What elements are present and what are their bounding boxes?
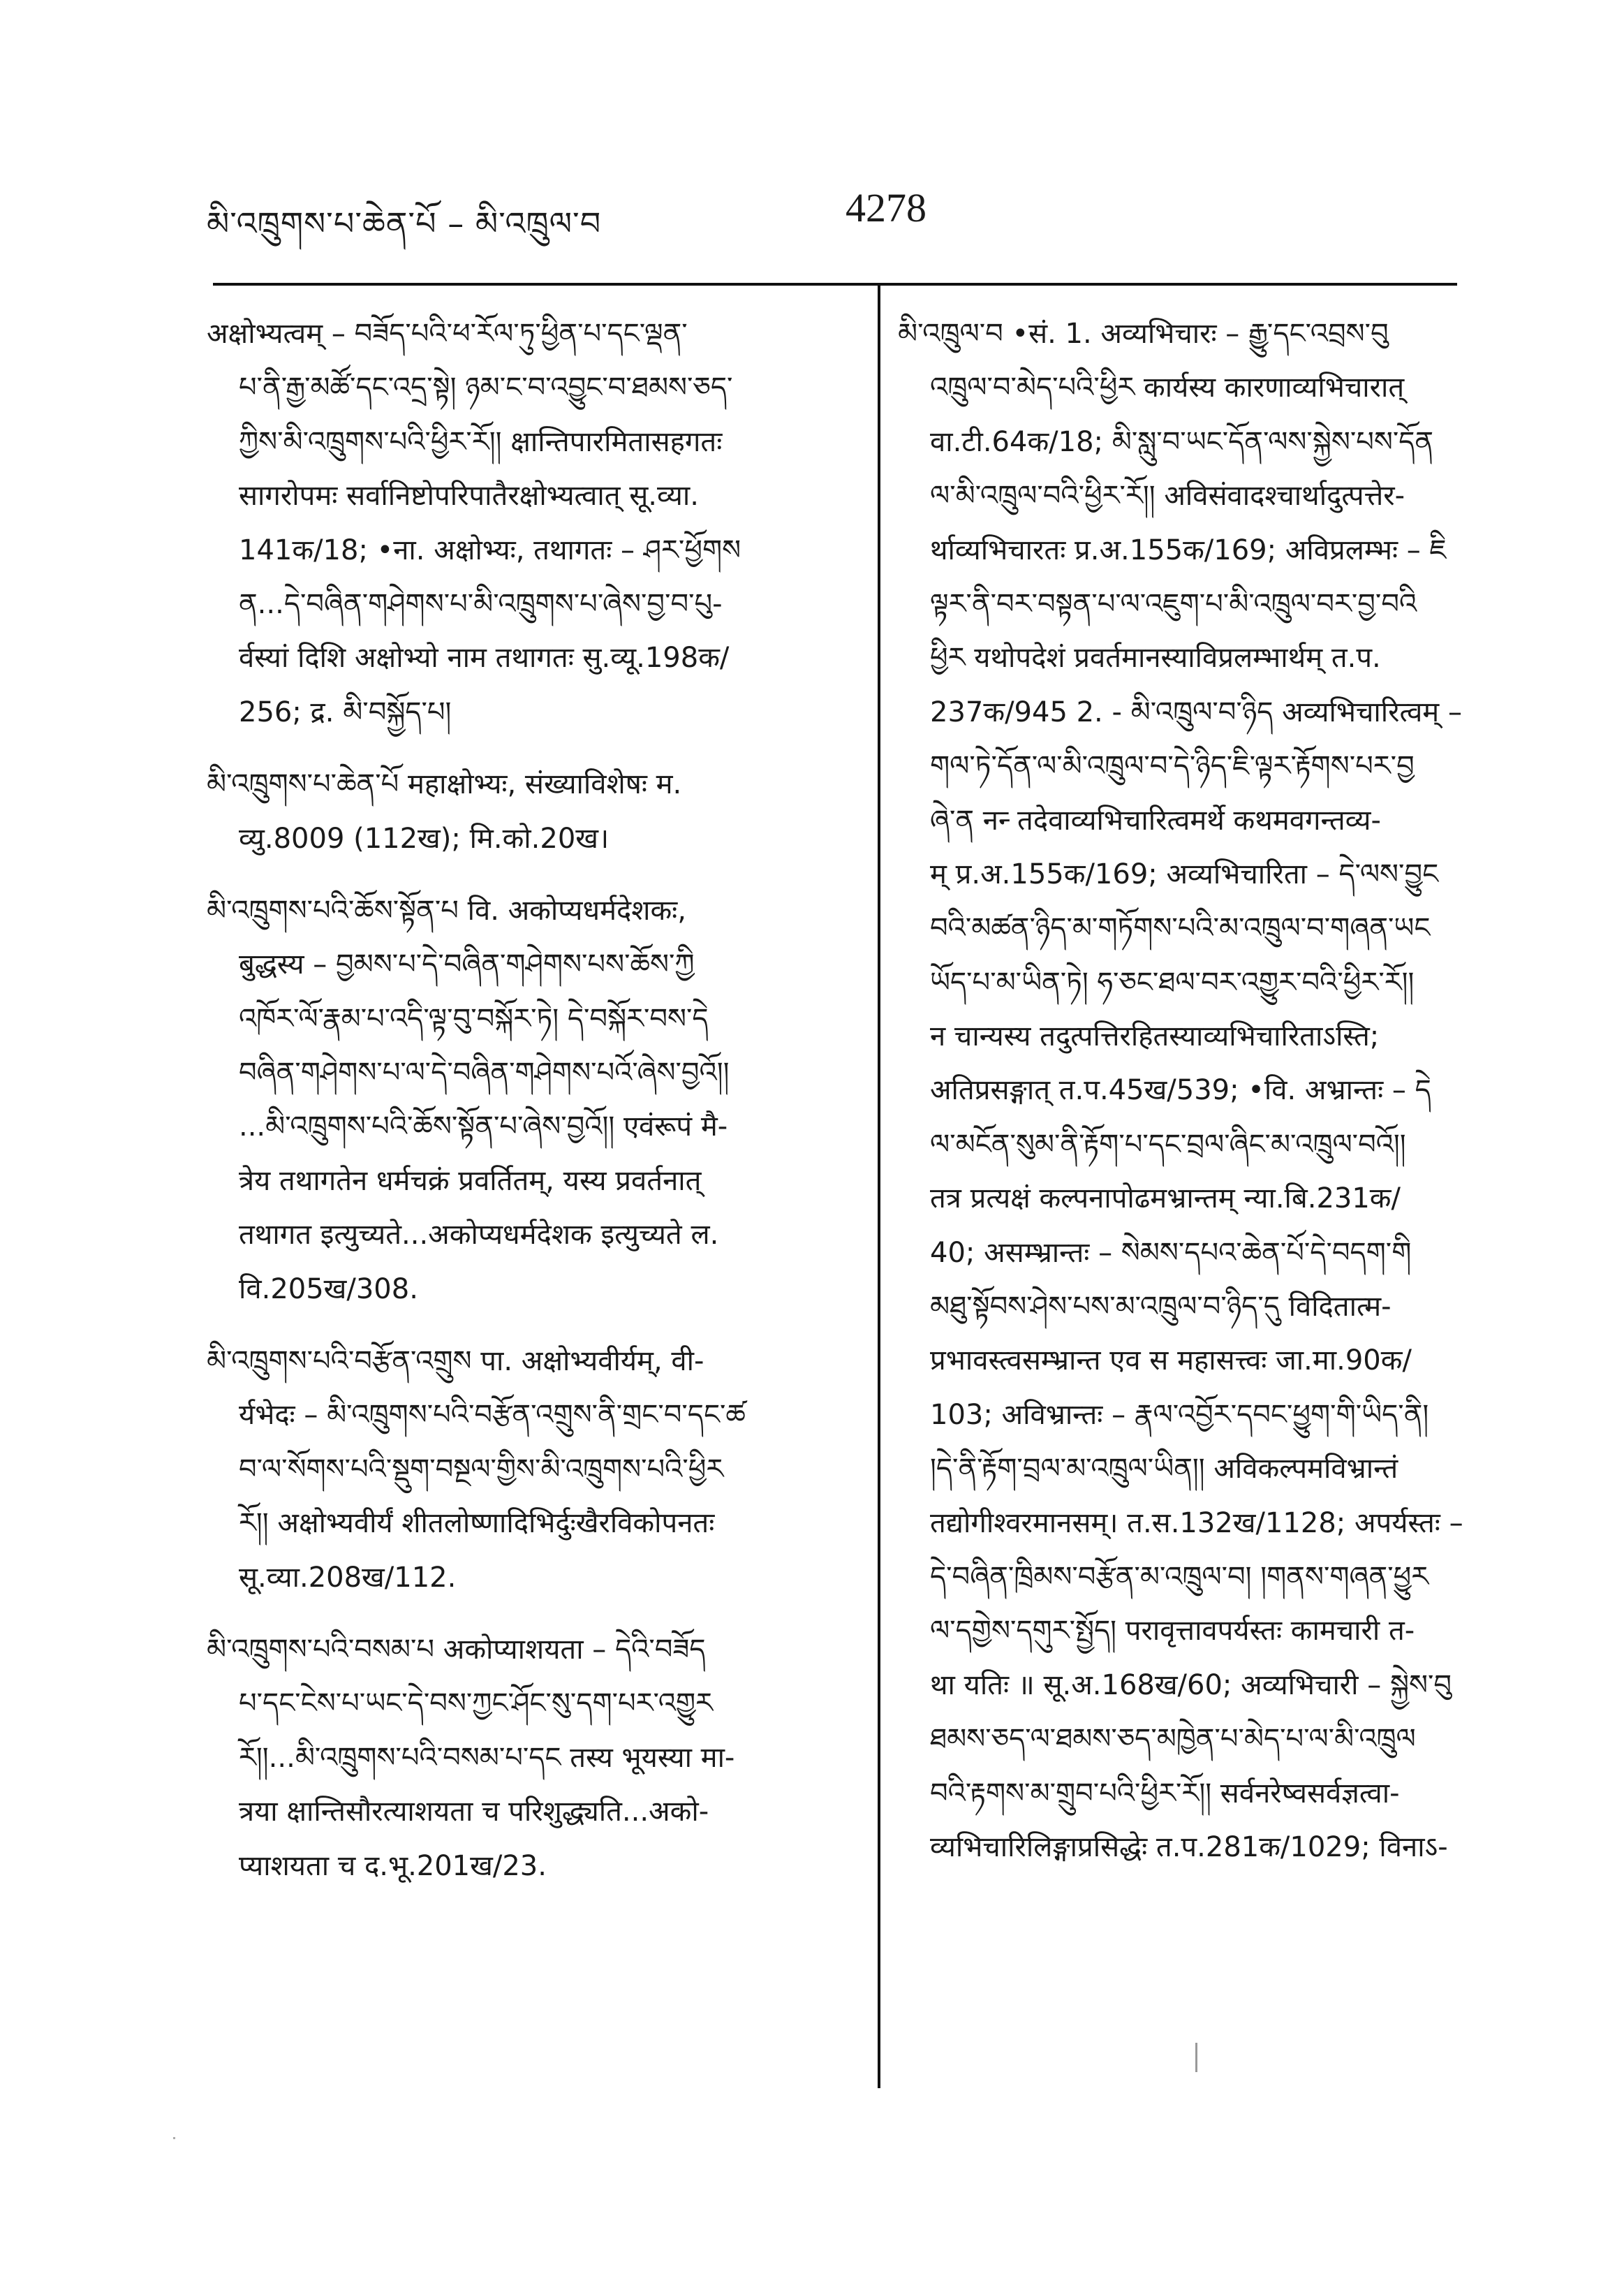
entry-line: त्रया क्षान्तिसौरत्याशयता च परिशुद्ध्यति...अको- [239, 1796, 709, 1828]
entry-line: प्याशयता च द.भू.201ख/23. [239, 1849, 547, 1882]
header-rule [213, 283, 1457, 286]
entry-line: ...མི་འཁྲུགས་པའི་ཆོས་སྟོན་པ་ཞེས་བྱའོ།། एवंरूपं मै- [239, 1110, 728, 1143]
entry-line: र्थाव्यभिचारतः प्र.अ.155क/169; अविप्रलम्भः – ཇི [930, 534, 1447, 566]
entry-line: र्यभेदः – མི་འཁྲུགས་པའི་བརྩོན་འགྲུས་ནི་གྲང་བ་དང་ཚ [239, 1399, 746, 1432]
entry-line: བའི་མཚན་ཉིད་མ་གཏོགས་པའི་མ་འཁྲུལ་བ་གཞན་ཡང [930, 912, 1431, 945]
entry-headword-line: མི་འཁྲུགས་པའི་བསམ་པ अकोप्याशयता – དེའི་བཟོད [207, 1633, 706, 1666]
entry-line: འཁོར་ལོ་རྣམ་པ་འདི་ལྟ་བུ་བསྐོར་ཏེ། དེ་བསྐོར་བས་དེ [239, 1002, 709, 1035]
entry-line: ལ་མི་འཁྲུལ་བའི་ཕྱིར་རོ།། अविसंवादश्चार्थादुत्पत्तेर- [930, 480, 1405, 513]
entry-line: ཕྱིར यथोपदेशं प्रवर्तमानस्याविप्रलम्भार्थम् त.प. [930, 642, 1381, 675]
dictionary-entry [207, 758, 856, 866]
entry-line: 141क/18; •ना. अक्षोभ्यः, तथागतः – ཤར་ཕྱོགས [239, 534, 741, 566]
entry-line: ལ་མངོན་སུམ་ནི་རྟོག་པ་དང་བྲལ་ཞིང་མ་འཁྲུལ་བའོ།། [930, 1128, 1406, 1161]
page-header [207, 185, 1533, 244]
entry-line: अक्षोभ्यत्वम् – བཟོད་པའི་ཕ་རོལ་ཏུ་ཕྱིན་པ་དང་ལྡན་ [207, 318, 688, 350]
dictionary-entry [207, 884, 856, 1316]
entry-line: प्रभावस्त्वसम्भ्रान्त एव स महासत्त्वः जा.मा.90क/ [930, 1344, 1412, 1377]
entry-line: सागरोपमः सर्वानिष्टोपरिपातैरक्षोभ्यत्वात् सू.व्या. [239, 480, 699, 513]
entry-headword-line: མི་འཁྲུལ་བ •सं. 1. अव्यभिचारः – རྒྱུ་དང་འབྲས་བུ [898, 318, 1389, 350]
entry-line: གལ་ཏེ་དོན་ལ་མི་འཁྲུལ་བ་དེ་ཉིད་ཇི་ལྟར་རྟོགས་པར་བྱ [930, 750, 1415, 783]
entry-line: 237क/945 2. - མི་འཁྲུལ་བ་ཉིད अव्यभिचारित्वम् – [930, 696, 1462, 728]
scan-dot [173, 2137, 175, 2139]
dictionary-entry [207, 307, 856, 740]
entry-line: म् प्र.अ.155क/169; अव्यभिचारिता – དེ་ལས་བྱུང [930, 858, 1439, 890]
entry-line: བཞིན་གཤེགས་པ་ལ་དེ་བཞིན་གཤེགས་པའོ་ཞེས་བྱའོ།། [239, 1057, 730, 1089]
entry-line: ཐམས་ཅད་ལ་ཐམས་ཅད་མཁྱེན་པ་མེད་པ་ལ་མི་འཁྲུལ [930, 1723, 1416, 1756]
entry-line: सू.व्या.208ख/112. [239, 1561, 457, 1594]
entry-line: ཡོད་པ་མ་ཡིན་ཏེ། ཧ་ཅང་ཐལ་བར་འགྱུར་བའི་ཕྱིར་རོ།། [930, 966, 1415, 999]
entry-line: 103; अविभ्रान्तः – རྣལ་འབྱོར་དབང་ཕྱུག་གི་ཡིད་ནི། [930, 1398, 1429, 1431]
entry-line: अतिप्रसङ्गात् त.प.45ख/539; •वि. अभ्रान्तः – དེ [930, 1074, 1431, 1107]
entry-line: तत्र प्रत्यक्षं कल्पनापोढमभ्रान्तम् न्या.बि.231क/ [930, 1182, 1401, 1215]
entry-line: तद्योगीश्वरमानसम्। त.स.132ख/1128; अपर्यस्तः – [930, 1506, 1463, 1539]
entry-line: 40; असम्भ्रान्तः – སེམས་དཔའ་ཆེན་པོ་དེ་བདག་གི [930, 1236, 1412, 1269]
entry-line: त्रेय तथागतेन धर्मचक्रं प्रवर्तितम्, यस्य प्रवर्तनात् [239, 1164, 702, 1197]
entry-line: པ་དང་ངེས་པ་ཡང་དེ་བས་ཀྱང་ཤོང་སུ་དག་པར་འགྱུར [239, 1687, 714, 1720]
entry-line: र्वस्यां दिशि अक्षोभ्यो नाम तथागतः सु.व्यू.198क/ [239, 642, 730, 675]
entry-line: 256; द्र. མི་བསྐྱོད་པ། [239, 696, 452, 728]
entry-line: འཁྲུལ་བ་མེད་པའི་ཕྱིར कार्यस्य कारणाव्यभिचारात् [930, 372, 1405, 404]
running-head: མི་འཁྲུགས་པ་ཆེན་པོ – མི་འཁྲུལ་བ [207, 205, 602, 242]
entry-line: ལྟར་ནི་བར་བསྟན་པ་ལ་འཇུག་པ་མི་འཁྲུལ་བར་བྱ་བའི [930, 587, 1417, 620]
page-number: 4278 [846, 185, 927, 230]
entry-line: རོ།།...མི་འཁྲུགས་པའི་བསམ་པ་དང तस्य भूयस्या मा- [239, 1741, 735, 1774]
entry-line: वि.205ख/308. [239, 1272, 418, 1305]
dictionary-entry [207, 1335, 856, 1605]
entry-line: ཞེ་ན नन्‍ तदेवाव्यभिचारित्वमर्थे कथमवगन्तव्य- [930, 804, 1381, 837]
entry-line: ལ་དགྱེས་དགུར་སྤྱོད། परावृत्तावपर्यस्तः कामचारी त- [930, 1615, 1415, 1647]
left-column [207, 307, 856, 1911]
entry-line: དེ་བཞིན་ཁྲིམས་བརྩོན་མ་འཁྲུལ་བ། །གནས་གཞན་ཕྱུར [930, 1560, 1429, 1593]
column-divider [878, 283, 880, 2088]
entry-line: ཀྱིས་མི་འཁྲུགས་པའི་ཕྱིར་རོ།། क्षान्तिपारमितासहगतः [239, 425, 723, 458]
entry-line: པ་ནི་རྒྱ་མཚོ་དང་འདྲ་སྟེ། ཉམ་ང་བ་འབྱུང་བ་ཐམས་ཅད་ [239, 372, 733, 404]
entry-line: व्यु.8009 (112ख); मि.को.20ख। [239, 822, 610, 855]
entry-line: बुद्धस्य – བྱམས་པ་དེ་བཞིན་གཤེགས་པས་ཆོས་ཀྱི [239, 948, 695, 981]
entry-headword-line: མི་འཁྲུགས་པའི་ཆོས་སྟོན་པ वि. अकोप्यधर्मदेशकः, [207, 894, 686, 927]
entry-line: न चान्यस्य तदुत्पत्तिरहितस्याव्यभिचारिताऽस्ति; [930, 1020, 1380, 1053]
entry-line: །དེ་ནི་རྟོག་བྲལ་མ་འཁྲུལ་ཡིན།། अविकल्पमविभ्रान्तं [930, 1453, 1398, 1485]
entry-line: वा.टी.64क/18; མི་སླུ་བ་ཡང་དོན་ལས་སྐྱེས་པས་དོན [930, 425, 1434, 458]
dictionary-entry [207, 1623, 856, 1893]
entry-line: བའི་རྟགས་མ་གྲུབ་པའི་ཕྱིར་རོ།། सर्वनरेष्वसर्वज्ञत्वा- [930, 1777, 1400, 1810]
entry-headword-line: མི་འཁྲུགས་པ་ཆེན་པོ महाक्षोभ्यः, संख्याविशेषः म. [207, 768, 682, 801]
entry-line: व्यभिचारिलिङ्गाप्रसिद्धेः त.प.281क/1029; विनाऽ- [930, 1830, 1448, 1863]
scan-mark [1195, 2043, 1197, 2072]
entry-line: तथागत इत्युच्यते...अकोप्यधर्मदेशक इत्युच्यते ल. [239, 1219, 719, 1252]
right-column [898, 307, 1554, 1874]
entry-headword-line: མི་འཁྲུགས་པའི་བརྩོན་འགྲུས पा. अक्षोभ्यवीर्यम्, वी- [207, 1345, 704, 1378]
entry-line: མཐུ་སྟོབས་ཤེས་པས་མ་འཁྲུལ་བ་ཉིད་དུ विदितात्म- [930, 1291, 1392, 1323]
entry-line: བ་ལ་སོགས་པའི་སྡུག་བསྔལ་གྱིས་མི་འཁྲུགས་པའི་ཕྱིར [239, 1453, 724, 1485]
entry-line: ན...དེ་བཞིན་གཤེགས་པ་མི་འཁྲུགས་པ་ཞེས་བྱ་བ་པུ- [239, 587, 723, 620]
entry-line: རོ།། अक्षोभ्यवीर्यं शीतलोष्णादिभिर्दुःखैरविकोपनतः [239, 1507, 715, 1540]
entry-line: था यतिः ॥ सू.अ.168ख/60; अव्यभिचारी – སྐྱེས་བུ [930, 1668, 1452, 1701]
